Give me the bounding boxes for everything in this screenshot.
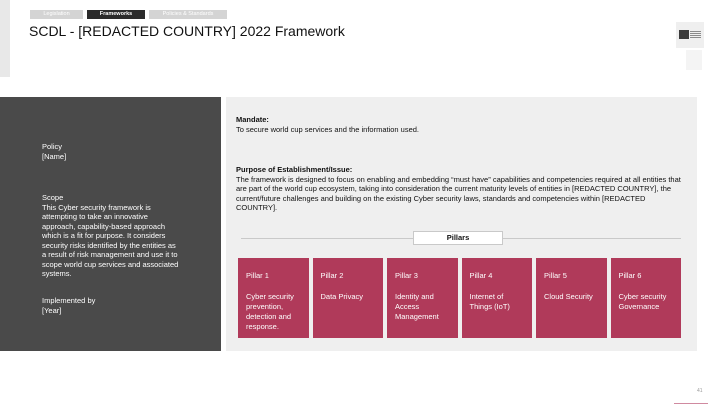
framework-summary-panel xyxy=(0,97,221,351)
policy-title: Policy xyxy=(42,142,63,151)
logo-shadow xyxy=(686,50,702,70)
scope-title: Scope xyxy=(42,193,64,202)
purpose-section xyxy=(236,165,686,213)
pillar-name: Cyber security Governance xyxy=(618,292,667,311)
pillar-name: Internet of Things (IoT) xyxy=(469,292,510,311)
pillar-name: Cloud Security xyxy=(544,292,593,301)
framework-detail-panel xyxy=(226,97,697,351)
purpose-text: The framework is designed to focus on enabling and embedding “must have” capabilities and competencies required at all entities that are part of the world cup ecosystem, taking into consideration the current maturity levels of entities in [REDACTED COUNTRY], the current/future challenges and building on the existing Cyber security laws, standards and competencies within [REDACTED COUNTRY]. xyxy=(236,174,681,212)
page-title: SCDL - [REDACTED COUNTRY] 2022 Framework xyxy=(29,23,345,39)
logo-wordmark-icon xyxy=(690,31,701,32)
page-number: 41 xyxy=(697,388,703,394)
logo xyxy=(676,22,704,48)
scope-block xyxy=(42,193,182,279)
pillar-number: Pillar 4 xyxy=(469,271,493,280)
tab-policies-standards[interactable]: Policies & Standards xyxy=(149,10,227,19)
pillar-number: Pillar 6 xyxy=(618,271,642,280)
pillar-card-4[interactable] xyxy=(462,258,533,338)
policy-block xyxy=(42,142,182,161)
pillar-card-1[interactable] xyxy=(238,258,309,338)
pillar-number: Pillar 5 xyxy=(544,271,567,280)
pillar-name: Data Privacy xyxy=(320,292,364,301)
implemented-by-title: Implemented by xyxy=(42,296,96,305)
pillar-card-6[interactable] xyxy=(611,258,682,338)
pillar-cards xyxy=(238,258,681,338)
pillar-number: Pillar 1 xyxy=(246,271,269,280)
section-tabs xyxy=(30,10,227,19)
tab-legislation[interactable]: Legislation xyxy=(30,10,83,19)
footer-accent-line xyxy=(674,403,708,404)
pillar-card-5[interactable] xyxy=(536,258,607,338)
pillar-card-3[interactable] xyxy=(387,258,458,338)
purpose-title: Purpose of Establishment/Issue: xyxy=(236,165,353,174)
pillar-name: Cyber security prevention, detection and response. xyxy=(246,292,294,331)
mandate-text: To secure world cup services and the information used. xyxy=(236,124,420,134)
policy-value: [Name] xyxy=(42,151,67,161)
left-edge-strip xyxy=(0,0,10,77)
pillar-number: Pillar 3 xyxy=(395,271,418,280)
tab-frameworks[interactable]: Frameworks xyxy=(87,10,145,19)
mandate-section xyxy=(236,115,686,134)
scope-value: This Cyber security framework is attempting to take an innovative approach, capability-based approach which is a fit for purpose. It considers security risks identified by the entities as a result of risk management and use it to scope world cup services and associated systems. xyxy=(42,202,179,278)
pillar-card-2[interactable] xyxy=(313,258,384,338)
logo-mark-icon xyxy=(679,30,689,39)
mandate-title: Mandate: xyxy=(236,115,269,124)
implemented-by-block xyxy=(42,296,182,315)
pillars-label: Pillars xyxy=(413,231,503,245)
pillar-number: Pillar 2 xyxy=(320,271,344,280)
implemented-by-value: [Year] xyxy=(42,305,62,315)
pillar-name: Identity and Access Management xyxy=(395,292,439,321)
